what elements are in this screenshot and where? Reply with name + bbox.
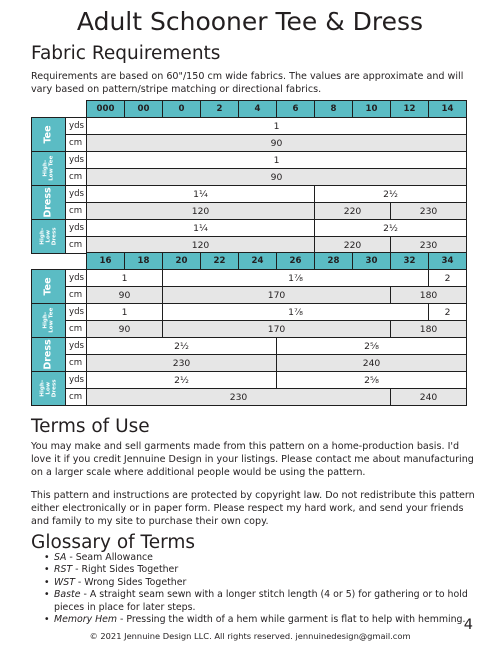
bullet-icon: • [44, 589, 50, 601]
glossary-term: WST [54, 576, 75, 588]
size-header-row [32, 253, 467, 270]
garment-label-line: High- [42, 311, 49, 329]
garment-label [32, 270, 66, 304]
value-cell: 1 [87, 152, 467, 169]
table-row [32, 220, 467, 237]
garment-label [32, 372, 66, 406]
size-header-cell: 20 [163, 253, 201, 270]
value-cell: 1⅞ [163, 304, 429, 321]
size-header-cell: 12 [391, 101, 429, 118]
value-cell: 90 [87, 135, 467, 152]
value-cell: 120 [87, 237, 315, 254]
garment-label-line: Low [45, 229, 52, 243]
bullet-icon: • [44, 564, 50, 576]
terms-paragraph-2: This pattern and instructions are protected by copyright law. Do not redistribute this pattern either electronically or in paper form. Please respect my hard work, and send your friends and family to my site to purchase their own copy. [31, 490, 475, 527]
size-header-cell: 28 [315, 253, 353, 270]
value-cell: 1 [87, 118, 467, 135]
garment-label-line: High- [39, 227, 46, 245]
fabric-requirements-intro: Requirements are based on 60"/150 cm wide fabrics. The values are approximate and will vary based on pattern/stripe matching or directional fabrics. [31, 71, 464, 95]
size-header-cell: 14 [429, 101, 467, 118]
garment-label [32, 186, 66, 220]
glossary-list [44, 552, 484, 626]
value-cell: 90 [87, 169, 467, 186]
glossary-definition: - Right Sides Together [72, 564, 179, 576]
glossary-item [44, 589, 484, 614]
table-row [32, 118, 467, 135]
size-header-cell: 2 [201, 101, 239, 118]
value-cell: 230 [87, 355, 277, 372]
unit-cell: cm [66, 321, 87, 338]
copyright-footer: © 2021 Jennuine Design LLC. All rights reserved. jennuinedesign@gmail.com [89, 631, 411, 641]
table-row [32, 287, 467, 304]
value-cell: 180 [391, 321, 467, 338]
size-header-cell: 0 [163, 101, 201, 118]
value-cell: 230 [391, 237, 467, 254]
unit-cell: cm [66, 287, 87, 304]
garment-label-text: Dress [42, 187, 54, 218]
value-cell: 1 [87, 304, 163, 321]
unit-cell: cm [66, 355, 87, 372]
unit-cell: yds [66, 304, 87, 321]
value-cell: 120 [87, 203, 315, 220]
glossary-item [44, 614, 484, 626]
table-row [32, 355, 467, 372]
size-header-cell: 4 [239, 101, 277, 118]
glossary-item [44, 552, 484, 564]
garment-label-line: Low Tee [48, 307, 55, 333]
value-cell: 220 [315, 203, 391, 220]
size-header-cell: 000 [87, 101, 125, 118]
value-cell: 180 [391, 287, 467, 304]
value-cell: 2 [429, 304, 467, 321]
terms-paragraph-1: You may make and sell garments made from this pattern on a home-production basis. I'd love it if you credit Jennuine Design in your listings. Please contact me about manufacturing on a larger scale where additional people would be using the pattern. [31, 441, 474, 478]
page-number: 4 [463, 617, 473, 633]
unit-cell: yds [66, 152, 87, 169]
bullet-icon: • [44, 552, 50, 563]
value-cell: 90 [87, 321, 163, 338]
table-row [32, 372, 467, 389]
value-cell: 1 [87, 270, 163, 287]
size-header-cell: 6 [277, 101, 315, 118]
glossary-term: SA [54, 552, 67, 563]
fabric-table-sizes-16-34 [31, 252, 467, 406]
garment-label-line: High- [42, 159, 49, 177]
garment-label [32, 338, 66, 372]
table-row [32, 321, 467, 338]
value-cell: 90 [87, 287, 163, 304]
unit-cell: yds [66, 270, 87, 287]
unit-cell: cm [66, 135, 87, 152]
size-header-cell: 32 [391, 253, 429, 270]
garment-label-text: Dress [42, 339, 54, 370]
table-row [32, 304, 467, 321]
garment-label-text: Tee [42, 277, 54, 296]
value-cell: 2½ [87, 338, 277, 355]
bullet-icon: • [44, 576, 50, 588]
unit-cell: yds [66, 186, 87, 203]
unit-cell: yds [66, 338, 87, 355]
glossary-item [44, 577, 484, 589]
garment-label [32, 152, 66, 186]
value-cell: 2½ [315, 220, 467, 237]
garment-label-line: Low [45, 381, 52, 395]
glossary-definition: - A straight seam sewn with a longer stitch length (4 or 5) for gathering or to hold pieces in place for later steps. [54, 589, 468, 613]
value-cell: 2 [429, 270, 467, 287]
size-header-cell: 18 [125, 253, 163, 270]
size-header-cell: 16 [87, 253, 125, 270]
table-row [32, 169, 467, 186]
glossary-definition: - Wrong Sides Together [74, 576, 187, 588]
size-header-cell: 8 [315, 101, 353, 118]
table-row [32, 389, 467, 406]
glossary-item [44, 564, 484, 576]
unit-cell: yds [66, 220, 87, 237]
garment-label-text: Tee [42, 125, 54, 144]
size-header-cell: 24 [239, 253, 277, 270]
glossary-term: RST [54, 564, 73, 576]
glossary-definition: - Seam Allowance [66, 552, 153, 563]
value-cell: 2½ [87, 372, 277, 389]
table-row [32, 135, 467, 152]
value-cell: 2⅝ [277, 338, 467, 355]
fabric-table-sizes-000-14 [31, 100, 467, 254]
value-cell: 240 [277, 355, 467, 372]
unit-cell: yds [66, 372, 87, 389]
value-cell: 170 [163, 287, 391, 304]
garment-label-line: Dress [51, 227, 58, 246]
unit-cell: cm [66, 169, 87, 186]
garment-label [32, 220, 66, 254]
unit-cell: cm [66, 389, 87, 406]
bullet-icon: • [44, 614, 50, 626]
page-title: Adult Schooner Tee & Dress [76, 7, 424, 36]
size-header-cell: 00 [125, 101, 163, 118]
garment-label [32, 118, 66, 152]
garment-label-line: Dress [51, 379, 58, 398]
size-header-cell: 30 [353, 253, 391, 270]
unit-cell: cm [66, 203, 87, 220]
table-row [32, 338, 467, 355]
glossary-heading: Glossary of Terms [31, 532, 196, 553]
value-cell: 240 [391, 389, 467, 406]
value-cell: 230 [391, 203, 467, 220]
table-row [32, 203, 467, 220]
glossary-term: Baste [54, 589, 81, 601]
table-row [32, 186, 467, 203]
glossary-definition: - Pressing the width of a hem while garment is flat to help with hemming. [117, 614, 466, 626]
value-cell: 1¼ [87, 186, 315, 203]
value-cell: 170 [163, 321, 391, 338]
size-header-row [32, 101, 467, 118]
value-cell: 2½ [315, 186, 467, 203]
terms-of-use-heading: Terms of Use [31, 416, 150, 437]
size-header-cell: 34 [429, 253, 467, 270]
garment-label-line: Low Tee [48, 155, 55, 181]
value-cell: 1¼ [87, 220, 315, 237]
value-cell: 1⅞ [163, 270, 429, 287]
fabric-requirements-heading: Fabric Requirements [31, 43, 221, 64]
value-cell: 230 [87, 389, 391, 406]
size-header-cell: 22 [201, 253, 239, 270]
garment-label-line: High- [39, 379, 46, 397]
size-header-cell: 26 [277, 253, 315, 270]
unit-cell: cm [66, 237, 87, 254]
glossary-term: Memory Hem [54, 614, 118, 626]
value-cell: 2⅝ [277, 372, 467, 389]
table-row [32, 237, 467, 254]
garment-label [32, 304, 66, 338]
value-cell: 220 [315, 237, 391, 254]
table-row [32, 270, 467, 287]
table-row [32, 152, 467, 169]
size-header-cell: 10 [353, 101, 391, 118]
unit-cell: yds [66, 118, 87, 135]
